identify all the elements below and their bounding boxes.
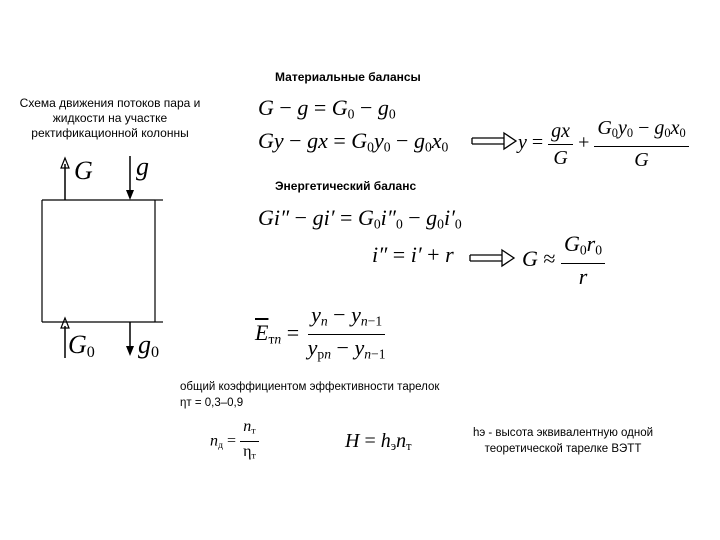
- label-liquid-g0: $g_0$: [138, 330, 160, 362]
- energy-balance-title: Энергетический баланс: [275, 179, 417, 193]
- material-balance-title: Материальные балансы: [275, 70, 421, 84]
- tray-efficiency-eq: $\overline{E}_{тn}$ = $\frac{y_n - y_{n-1}}{y_{рn} - y_{n-1}}$: [255, 302, 386, 362]
- energy-eq-1: $Gi'' - gi' = G_0i''_0 - g_0i'_0$: [258, 205, 462, 232]
- label-vapor-G0: $G_0$: [68, 330, 95, 362]
- actual-trays-eq: $n_д$ = $\frac{n_т}{\eta_т}$: [210, 418, 259, 466]
- column-height-eq: $H = h_эn_т$: [345, 430, 412, 454]
- operating-line-eq: y = $\frac{gx}{G}$ + $\frac{G_0y_0 - g_0x_0}{G}$: [518, 116, 689, 172]
- label-liquid-g: g: [136, 152, 149, 181]
- derive-arrow-1: [470, 131, 518, 151]
- hetp-note: hэ - высота эквивалентную одной теоретической тарелке ВЭТТ: [472, 427, 654, 455]
- energy-eq-2: i″ = i′ + r: [372, 242, 454, 267]
- material-eq-1: $G - g = G_0 - g_0$: [258, 95, 396, 122]
- derive-arrow-2: [468, 248, 516, 268]
- label-vapor-G: G: [74, 156, 93, 185]
- material-eq-2: Gy − gx = $G_0y_0 - g_0x_0$: [258, 128, 449, 155]
- vapor-flow-approx-eq: G ≈ $\frac{G_0r_0}{r}$: [522, 232, 605, 289]
- scheme-caption: Схема движения потоков пара и жидкости на участке ректификационной колонны: [19, 96, 201, 140]
- overall-efficiency-text: общий коэффициентом эффективности тарелок ηт = 0,3–0,9: [180, 381, 440, 409]
